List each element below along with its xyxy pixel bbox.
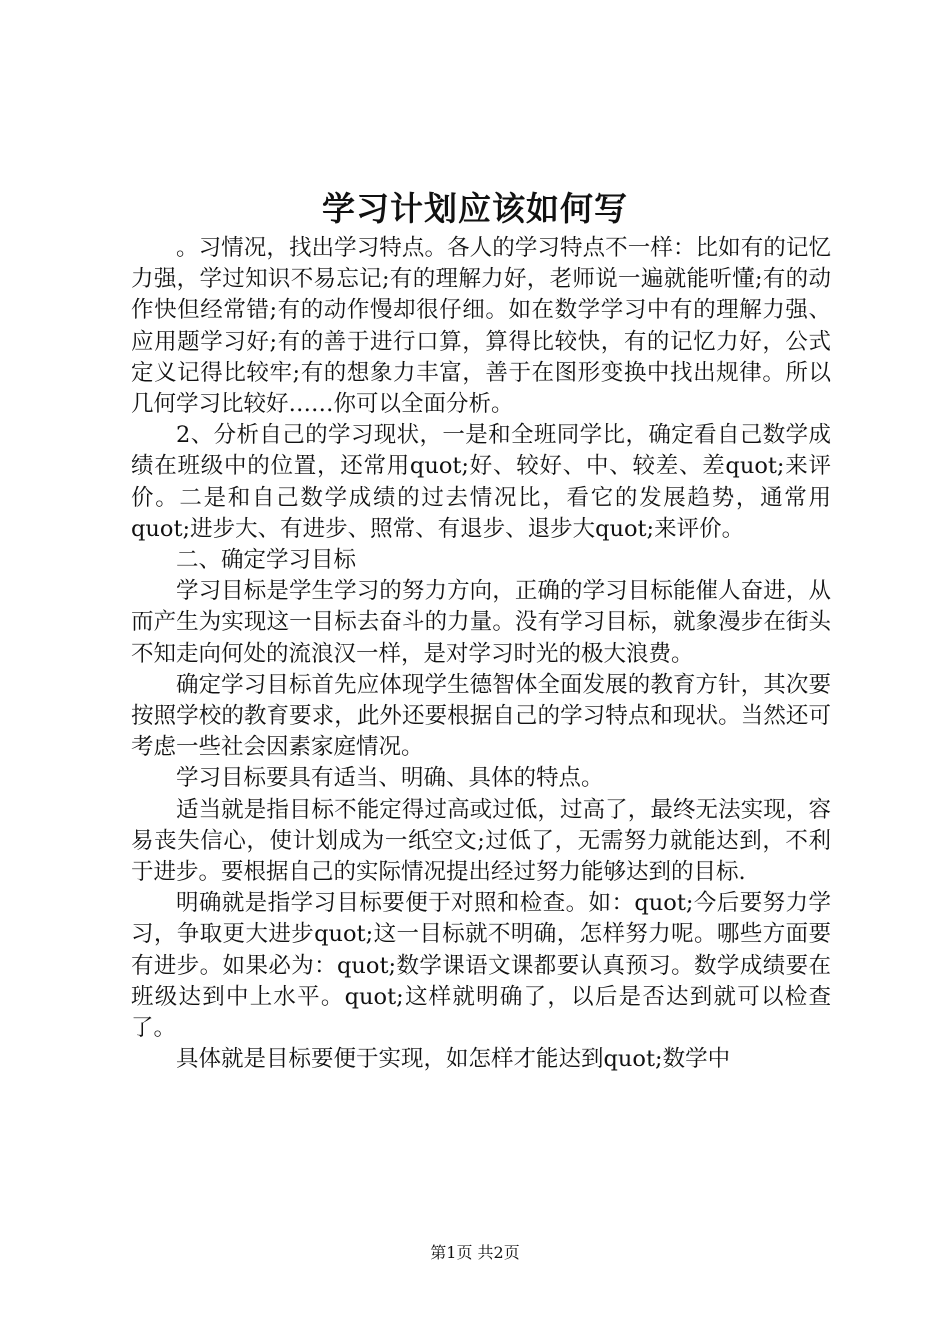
paragraph: 。习情况，找出学习特点。各人的学习特点不一样：比如有的记忆力强，学过知识不易忘记;有的理解力好，老师说一遍就能听懂;有的动作快但经常错;有的动作慢却很仔细。如在数学学习中有的理解力强、应用题学习好;有的善于进行口算，算得比较快，有的记忆力好，公式定义记得比较牢;有的想象力丰富，善于在图形变换中找出规律。所以几何学习比较好……你可以全面分析。 — [131, 235, 831, 418]
paragraph: 学习目标是学生学习的努力方向，正确的学习目标能催人奋进，从而产生为实现这一目标去奋斗的力量。没有学习目标，就象漫步在街头不知走向何处的流浪汉一样，是对学习时光的极大浪费。 — [131, 578, 831, 667]
paragraph: 明确就是指学习目标要便于对照和检查。如：quot;今后要努力学习，争取更大进步quot;这一目标就不明确，怎样努力呢。哪些方面要有进步。如果必为：quot;数学课语文课都要认真预习。数学成绩要在班级达到中上水平。quot;这样就明确了，以后是否达到就可以检查了。 — [131, 890, 831, 1042]
paragraph: 具体就是目标要便于实现，如怎样才能达到quot;数学中 — [176, 1046, 731, 1073]
paragraph: 学习目标要具有适当、明确、具体的特点。 — [176, 765, 604, 792]
paragraph: 2、分析自己的学习现状，一是和全班同学比，确定看自己数学成绩在班级中的位置，还常用quot;好、较好、中、较差、差quot;来评价。二是和自己数学成绩的过去情况比，看它的发展趋势，通常用quot;进步大、有进步、照常、有退步、退步大quot;来评价。 — [131, 422, 831, 542]
paragraph: 适当就是指目标不能定得过高或过低，过高了，最终无法实现，容易丧失信心，使计划成为一纸空文;过低了，无需努力就能达到，不利于进步。要根据自己的实际情况提出经过努力能够达到的目标. — [131, 796, 831, 886]
document-body — [131, 233, 831, 1075]
page-number-footer: 第1页 共2页 — [430, 1243, 520, 1262]
page-title: 学习计划应该如何写 — [322, 189, 628, 228]
section-heading: 二、确定学习目标 — [176, 547, 357, 574]
paragraph: 确定学习目标首先应体现学生德智体全面发展的教育方针，其次要按照学校的教育要求，此外还要根据自己的学习特点和现状。当然还可考虑一些社会因素家庭情况。 — [131, 671, 831, 761]
